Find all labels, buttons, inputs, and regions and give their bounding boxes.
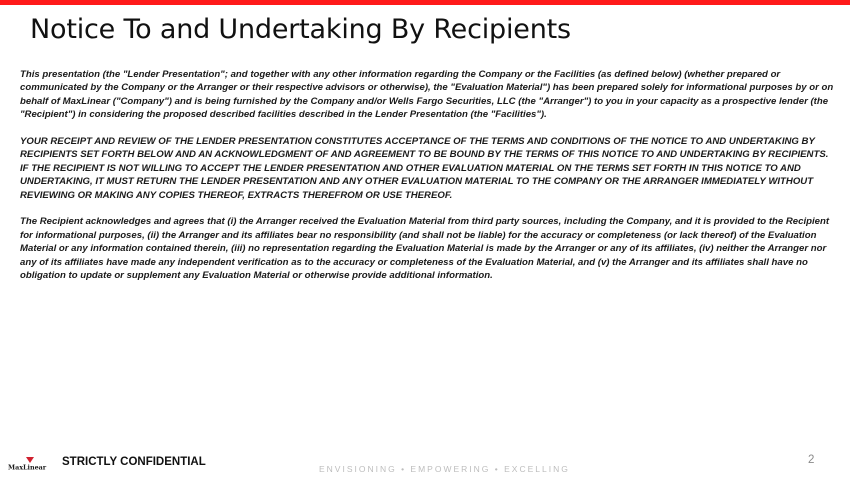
confidential-label: STRICTLY CONFIDENTIAL [62, 456, 206, 468]
notice-body [20, 68, 834, 296]
top-accent-bar [0, 0, 850, 5]
logo-text: MaxLinear [8, 463, 47, 472]
page-number: 2 [808, 454, 815, 466]
notice-paragraph-3: The Recipient acknowledges and agrees that (i) the Arranger received the Evaluation Material from third party sources, including the Company, and it is provided to the Recipient for informational purposes, (ii) the Arranger and its affiliates bear no responsibility (and shall not be liable) for the accuracy or completeness (or lack thereof) of the Evaluation Material or any information contained therein, (iii) no representation regarding the Evaluation Material is made by the Arranger or any of its affiliates, (iv) neither the Arranger nor any of its affiliates have made any independent verification as to the accuracy or completeness of the Evaluation Material, and (v) the Arranger and its affiliates shall have no obligation to update or supplement any Evaluation Material or otherwise provide additional information. [20, 216, 830, 282]
tagline: ENVISIONING • EMPOWERING • EXCELLING [319, 464, 570, 474]
slide-title: Notice To and Undertaking By Recipients [30, 14, 571, 45]
notice-paragraph-1: This presentation (the "Lender Presentation"; and together with any other information regarding the Company or the Facilities (as defined below) (whether prepared or communicated by the Company or the Arranger or their respective advisors or otherwise), the "Evaluation Material") has been prepared solely for informational purposes by or on behalf of MaxLinear ("Company") and is being furnished by the Company and/or Wells Fargo Securities, LLC (the "Arranger") to you in your capacity as a prospective lender (the "Recipient") in considering the proposed described facilities described in the Lender Presentation (the "Facilities"). [20, 69, 834, 121]
maxlinear-logo [8, 456, 56, 472]
notice-paragraph-2: YOUR RECEIPT AND REVIEW OF THE LENDER PRESENTATION CONSTITUTES ACCEPTANCE OF THE TERMS AND CONDITIONS OF THE NOTICE TO AND UNDERTAKING BY RECIPIENTS SET FORTH BELOW AND AN ACKNOWLEDGMENT OF AND AGREEMENT TO BE BOUND BY THE TERMS OF THIS NOTICE TO AND UNDERTAKING BY RECIPIENTS. IF THE RECIPIENT IS NOT WILLING TO ACCEPT THE LENDER PRESENTATION AND OTHER EVALUATION MATERIAL ON THE TERMS SET FORTH IN THIS NOTICE TO AND UNDERTAKING, IT MUST RETURN THE LENDER PRESENTATION AND ANY OTHER EVALUATION MATERIAL TO THE COMPANY OR THE ARRANGER IMMEDIATELY WITHOUT REVIEWING OR MAKING ANY COPIES THEREOF, EXTRACTS THEREFROM OR USE THEREOF. [20, 136, 829, 201]
